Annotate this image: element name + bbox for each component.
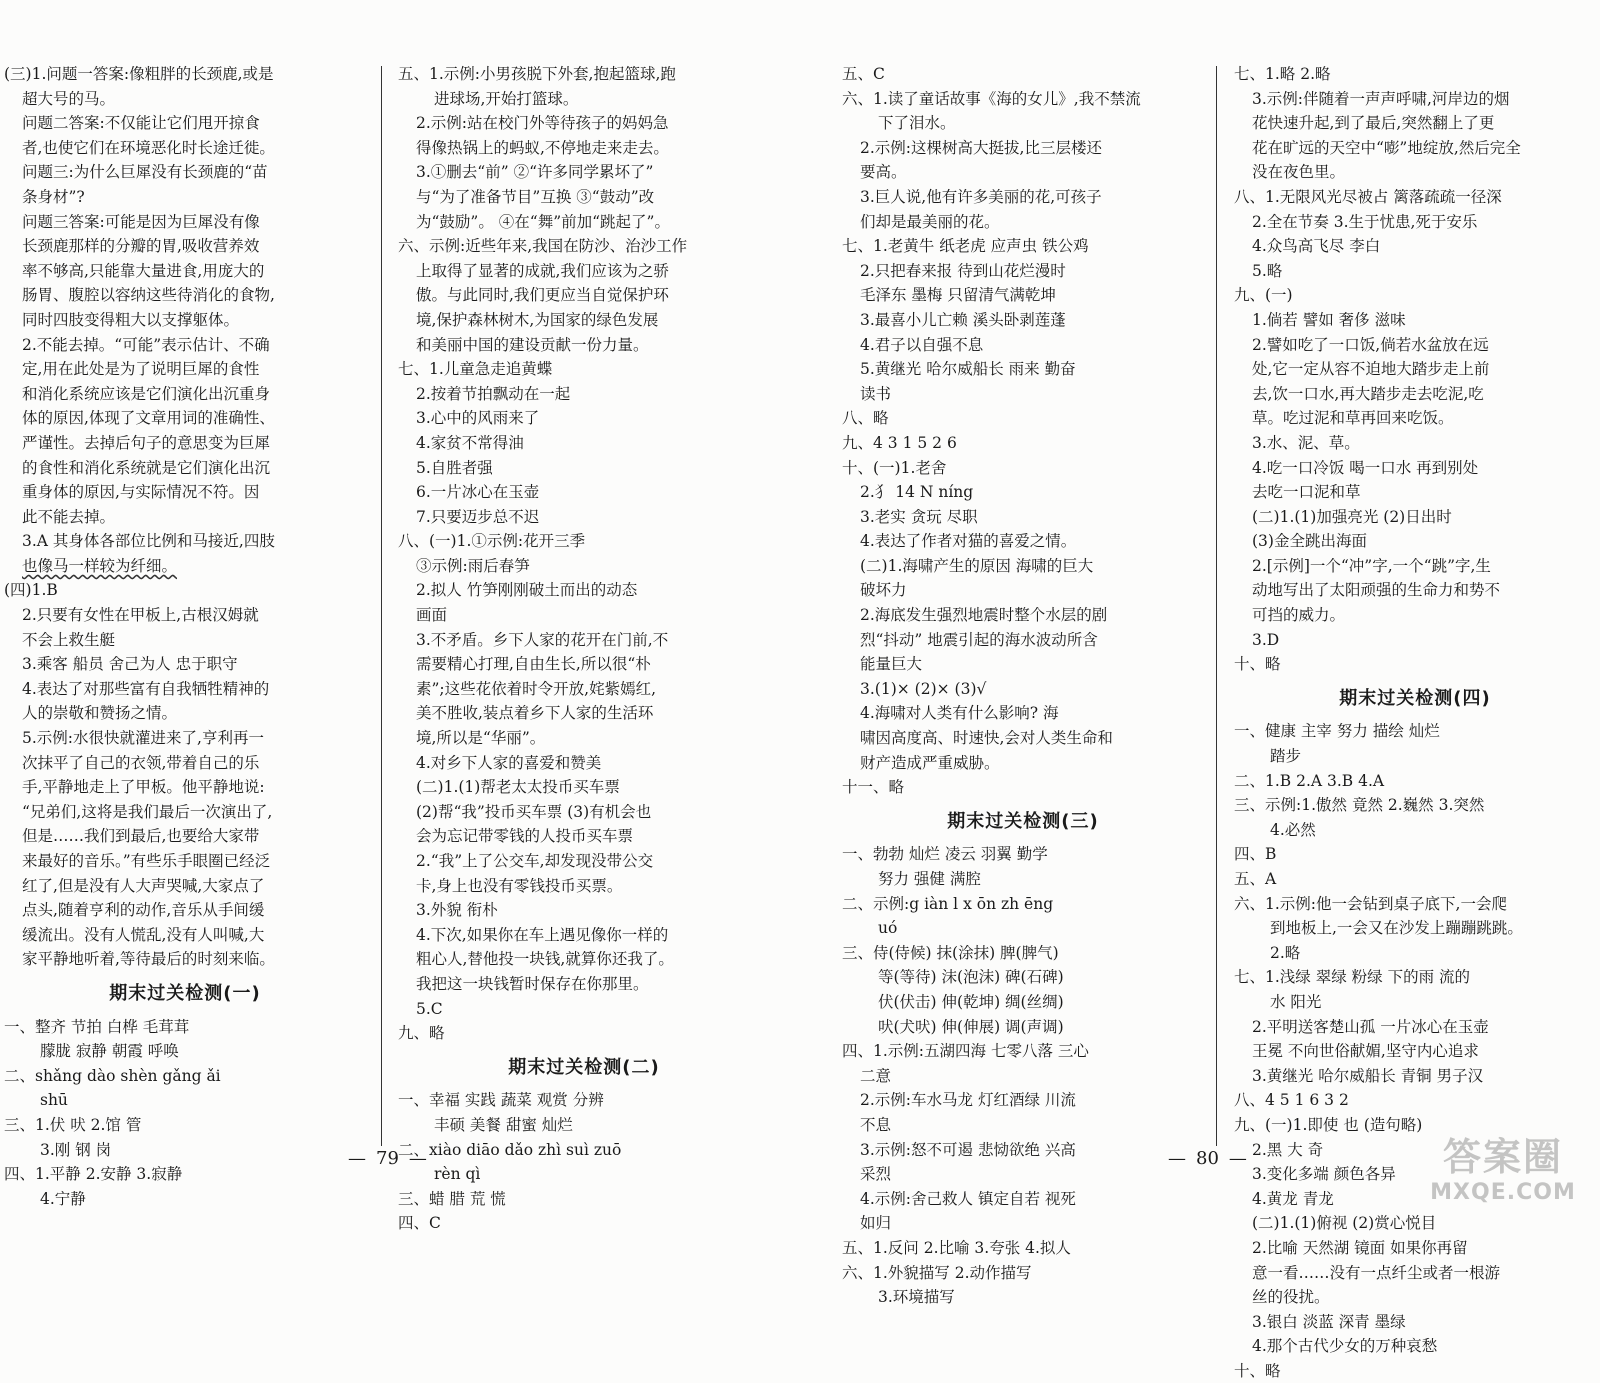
answer-line: 3.变化多端 颜色各异: [1252, 1165, 1396, 1184]
answer-line: 一、整齐 节拍 白桦 毛茸茸: [4, 1017, 190, 1036]
answer-line: 3.A 其身体各部位比例和马接近,四肢: [22, 532, 275, 551]
answer-line: 3.D: [1252, 630, 1280, 649]
answer-line: 重身体的原因,与实际情况不符。因: [22, 483, 260, 502]
answer-line: 4.黄龙 青龙: [1252, 1189, 1334, 1208]
answer-line: 吠(犬吠) 伸(伸展) 调(声调): [878, 1017, 1064, 1036]
answer-line: 王冕 不向世俗献媚,坚守内心追求: [1252, 1042, 1479, 1061]
answer-line: 四、B: [1234, 845, 1277, 864]
answer-line: 3.①删去“前” ②“许多同学累坏了”: [416, 163, 654, 182]
answer-line: 3.最喜小儿亡赖 溪头卧剥莲蓬: [860, 310, 1066, 329]
answer-line: 五、1.示例:小男孩脱下外套,抱起篮球,跑: [398, 65, 676, 83]
answer-line: 2.只要有女性在甲板上,古根汉姆就: [22, 606, 259, 625]
answer-line: 率不够高,只能靠大量进食,用庞大的: [22, 261, 265, 280]
answer-line: 此不能去掉。: [22, 507, 116, 526]
section-title: 期末过关检测(四): [1339, 687, 1491, 709]
answer-line: 一、幸福 实践 蔬菜 观赏 分辨: [398, 1091, 604, 1110]
answer-line: 点头,随着亨利的动作,音乐从手间缓: [22, 901, 265, 920]
watermark-url: MXQE.COM: [1430, 1180, 1576, 1205]
answer-line: 但是……我们到最后,也要给大家带: [22, 827, 260, 846]
answer-line: (2)帮“我”投币买车票 (3)有机会也: [416, 802, 652, 821]
answer-line: 下了泪水。: [878, 114, 956, 133]
answer-line: 3.(1)× (2)× (3)√: [860, 679, 987, 698]
answer-line: 财产造成严重威胁。: [860, 753, 1000, 772]
answer-line: 一、勃勃 灿烂 凌云 羽翼 勤学: [842, 845, 1048, 864]
answer-line: 美不胜收,装点着乡下人家的生活环: [416, 704, 654, 723]
answer-line: 2.全在节奏 3.生于忧患,死于安乐: [1252, 212, 1478, 231]
answer-line: 3.老实 贪玩 尽职: [860, 507, 978, 526]
answer-line: 问题三答案:可能是因为巨犀没有像: [22, 212, 260, 231]
answer-line: 踏步: [1270, 747, 1302, 766]
answer-line: 3.环境描写: [878, 1288, 955, 1307]
answer-line: 丝的役扰。: [1252, 1288, 1330, 1307]
watermark-text: 答案圈: [1442, 1135, 1563, 1179]
answer-line: 3.乘客 船员 舍己为人 忠于职守: [22, 655, 238, 674]
answer-line: 体的原因,体现了文章用词的准确性、: [22, 409, 275, 428]
answer-line: 家平静地听着,等待最后的时刻来临。: [22, 950, 275, 969]
answer-line: 2.平明送客楚山孤 一片冰心在玉壶: [1252, 1017, 1489, 1036]
answer-line: 严谨性。去掉后句子的意思变为巨犀: [22, 433, 271, 452]
answer-line: 十、略: [1234, 655, 1281, 674]
answer-line: 2.黑 大 奇: [1252, 1140, 1324, 1159]
answer-line: 4.吃一口冷饭 喝一口水 再到别处: [1252, 458, 1479, 477]
answer-line: 和美丽中国的建设贡献一份力量。: [416, 335, 649, 354]
answer-line: 不息: [860, 1115, 892, 1134]
answer-line: 花快速升起,到了最后,突然翻上了更: [1252, 114, 1495, 133]
answer-line: 3.银白 淡蓝 深青 墨绿: [1252, 1312, 1406, 1331]
answer-line: 可挡的威力。: [1252, 606, 1346, 625]
answer-line: 八、4 5 1 6 3 2: [1234, 1091, 1349, 1110]
answer-line: 4.下次,如果你在车上遇见像你一样的: [416, 925, 669, 944]
answer-line: 5.略: [1252, 261, 1283, 280]
answer-line: 等(等待) 沫(泡沫) 碑(石碑): [878, 968, 1064, 987]
answer-line: 4.示例:舍己救人 镇定自若 视死: [860, 1189, 1076, 1208]
answer-line: 缓流出。没有人慌乱,没有人叫喊,大: [22, 925, 265, 944]
answer-line: 肠胃、腹腔以容纳这些待消化的食物,: [22, 286, 275, 305]
answer-line: 八、略: [842, 409, 889, 428]
answer-line: 4.众鸟高飞尽 李白: [1252, 237, 1381, 256]
answer-line: 2.海底发生强烈地震时整个水层的剧: [860, 606, 1108, 625]
answer-line: rèn qì: [434, 1165, 481, 1184]
answer-line: 与“为了准备节目”互换 ③“鼓动”改: [416, 187, 655, 206]
answer-line: “兄弟们,这将是我们最后一次演出了,: [22, 802, 273, 821]
answer-line: 八、1.无限风光尽被占 篱落疏疏一径深: [1234, 187, 1502, 206]
answer-line: uó: [878, 919, 898, 938]
answer-line: (三)1.问题一答案:像粗胖的长颈鹿,或是: [4, 65, 274, 83]
answer-line: 问题三:为什么巨犀没有长颈鹿的“苗: [22, 163, 268, 182]
column-1: [4, 62, 366, 1211]
column-divider: [381, 66, 382, 1146]
answer-line: 采烈: [860, 1165, 892, 1184]
answer-line: 二、1.B 2.A 3.B 4.A: [1234, 771, 1385, 790]
answer-line: 3.外貌 衔朴: [416, 901, 498, 920]
answer-line: 七、1.儿童急走追黄蝶: [398, 360, 553, 379]
answer-line: 们却是最美丽的花。: [860, 212, 1000, 231]
answer-line: 不会上救生艇: [22, 630, 116, 649]
answer-line: 1.倘若 譬如 奢侈 滋味: [1252, 310, 1406, 329]
answer-line: (二)1.(1)加强亮光 (2)日出时: [1252, 507, 1452, 526]
answer-line: 如归: [860, 1214, 892, 1233]
answer-line: 朦胧 寂静 朝霞 呼唤: [40, 1042, 179, 1061]
answer-line: (四)1.B: [4, 581, 58, 600]
answer-line: 卡,身上也没有零钱投币买票。: [416, 876, 623, 895]
answer-line: 九、4 3 1 5 2 6: [842, 433, 957, 452]
answer-line: 定,用在此处是为了说明巨犀的食性: [22, 360, 260, 379]
answer-line: 去,饮一口水,再大踏步走去吃泥,吃: [1252, 384, 1484, 403]
answer-line: 八、(一)1.①示例:花开三季: [398, 532, 586, 551]
answer-line: 画面: [416, 606, 448, 625]
answer-line: 超大号的马。: [22, 89, 116, 108]
answer-line: 草。吃过泥和草再回来吃饭。: [1252, 409, 1454, 428]
section-title: 期末过关检测(三): [947, 810, 1099, 832]
answer-line: 五、C: [842, 65, 885, 83]
answer-line: 2.只把春来报 待到山花烂漫时: [860, 261, 1066, 280]
answer-line: 5.自胜者强: [416, 458, 493, 477]
answer-line: 九、略: [398, 1024, 445, 1043]
answer-line: 六、1.外貌描写 2.动作描写: [842, 1263, 1032, 1282]
answer-line: 四、1.示例:五湖四海 七零八落 三心: [842, 1042, 1089, 1061]
page-number-left: — 79 —: [338, 1148, 437, 1169]
answer-line: 2.示例:车水马龙 灯红酒绿 川流: [860, 1091, 1076, 1110]
answer-line: 二、示例:g iàn l x ōn zh ēng: [842, 894, 1054, 913]
answer-line: 四、1.平静 2.安静 3.寂静: [4, 1165, 183, 1184]
answer-line: 4.宁静: [40, 1189, 86, 1208]
answer-line: 3.刚 钢 岗: [40, 1140, 112, 1159]
answer-line: 十、(一)1.老舍: [842, 458, 947, 477]
answer-line: 的食性和消化系统就是它们演化出沉: [22, 458, 271, 477]
answer-line: 二、xiào diāo dǎo zhì suì zuō: [398, 1140, 622, 1159]
answer-line: 4.家贫不常得油: [416, 433, 524, 452]
answer-line: 2.拟人 竹笋刚刚破土而出的动态: [416, 581, 638, 600]
answer-line: 也像马一样较为纤细。: [22, 556, 178, 575]
answer-line: 读书: [860, 384, 892, 403]
answer-line: 2.示例:这棵树高大挺拔,比三层楼还: [860, 138, 1102, 157]
answer-line: 水 阳光: [1270, 992, 1322, 1011]
answer-line: 人的崇敬和赞扬之情。: [22, 704, 178, 723]
answer-line: 为“鼓励”。 ④在“舞”前加“跳起了”。: [416, 212, 670, 231]
column-2: [398, 62, 770, 1236]
answer-line: 一、健康 主宰 努力 描绘 灿烂: [1234, 722, 1440, 741]
answer-line: 毛泽东 墨梅 只留清气满乾坤: [860, 286, 1056, 305]
answer-line: 花在旷远的天空中“嘭”地绽放,然后完全: [1252, 138, 1521, 157]
answer-line: 2.示例:站在校门外等待孩子的妈妈急: [416, 114, 669, 133]
answer-line: 六、1.示例:他一会钻到桌子底下,一会爬: [1234, 894, 1507, 913]
answer-line: 7.只要迈步总不迟: [416, 507, 540, 526]
answer-line: 二意: [860, 1066, 892, 1085]
answer-line: 者,也使它们在环境恶化时长途迁徙。: [22, 138, 275, 157]
answer-line: 问题二答案:不仅能让它们甩开掠食: [22, 114, 260, 133]
answer-line: 来最好的音乐。”有些乐手眼圈已经泛: [22, 852, 271, 870]
answer-line: 条身材”?: [22, 187, 85, 206]
answer-line: 傲。与此同时,我们更应当自觉保护环: [416, 286, 669, 305]
answer-line: 4.表达了作者对猫的喜爱之情。: [860, 532, 1077, 551]
answer-line: 2.不能去掉。“可能”表示估计、不确: [22, 335, 270, 354]
answer-line: 境,保护森林树木,为国家的绿色发展: [416, 310, 659, 329]
answer-line: 动地写出了太阳顽强的生命力和势不: [1252, 581, 1501, 600]
answer-line: (二)1.(1)俯视 (2)赏心悦目: [1252, 1214, 1437, 1233]
answer-line: 三、1.伏 吠 2.馆 管: [4, 1115, 142, 1134]
answer-line: 九、(一)1.即使 也 (造句略): [1234, 1115, 1423, 1134]
answer-line: 长颈鹿那样的分瓣的胃,吸收营养效: [22, 237, 260, 256]
answer-line: (3)金全跳出海面: [1252, 532, 1367, 551]
answer-line: 会为忘记带零钱的人投币买车票: [416, 827, 634, 846]
answer-line: 2.略: [1270, 943, 1301, 962]
answer-line: 七、1.略 2.略: [1234, 65, 1331, 83]
answer-line: 四、C: [398, 1214, 441, 1233]
answer-line: 4.君子以自强不息: [860, 335, 984, 354]
answer-line: 六、1.读了童话故事《海的女儿》,我不禁流: [842, 89, 1141, 108]
answer-line: 伏(伏击) 伸(乾坤) 绸(丝绸): [878, 992, 1064, 1011]
answer-line: 七、1.浅绿 翠绿 粉绿 下的雨 流的: [1234, 968, 1470, 987]
answer-line: shū: [40, 1091, 68, 1110]
answer-line: 七、1.老黄牛 纸老虎 应声虫 铁公鸡: [842, 237, 1089, 256]
answer-line: 三、示例:1.傲然 竟然 2.巍然 3.突然: [1234, 796, 1485, 815]
answer-line: 2.按着节拍飘动在一起: [416, 384, 571, 403]
answer-line: 3.心中的风雨来了: [416, 409, 540, 428]
answer-line: 4.那个古代少女的万种哀愁: [1252, 1337, 1438, 1356]
answer-line: 到地板上,一会又在沙发上蹦蹦跳跳。: [1270, 919, 1523, 938]
answer-line: (二)1.(1)帮老太太投币买车票: [416, 778, 620, 797]
answer-line: 5.示例:水很快就灌进来了,亨利再一: [22, 729, 264, 748]
answer-line: 和消化系统应该是它们演化出沉重身: [22, 384, 271, 403]
answer-line: 意一看……没有一点纤尘或者一根游: [1252, 1263, 1501, 1282]
answer-line: 处,它一定从容不迫地大踏步走上前: [1252, 360, 1490, 379]
section-title: 期末过关检测(一): [109, 982, 261, 1004]
answer-line: 2.譬如吃了一口饭,倘若水盆放在远: [1252, 335, 1489, 354]
answer-line: 4.表达了对那些富有自我牺牲精神的: [22, 679, 270, 698]
answer-line: 手,平静地走上了甲板。他平静地说:: [22, 778, 265, 797]
answer-line: 3.不矛盾。乡下人家的花开在门前,不: [416, 630, 669, 649]
answer-line: 上取得了显著的成就,我们应该为之骄: [416, 261, 669, 280]
answer-line: 4.对乡下人家的喜爱和赞美: [416, 753, 602, 772]
answer-line: 3.水、泥、草。: [1252, 433, 1360, 452]
answer-line: 十一、略: [842, 778, 905, 797]
answer-line: 次抹平了自己的衣领,带着自己的乐: [22, 753, 260, 772]
answer-line: 需要精心打理,自由生长,所以很“朴: [416, 655, 651, 674]
answer-line: 得像热锅上的蚂蚁,不停地走来走去。: [416, 138, 669, 157]
answer-line: 3.示例:怒不可遏 悲恸欲绝 兴高: [860, 1140, 1076, 1159]
answer-line: 2.犭 14 N níng: [860, 483, 974, 502]
answer-line: 能量巨大: [860, 655, 923, 674]
section-title: 期末过关检测(二): [508, 1056, 660, 1078]
answer-line: 境,所以是“华丽”。: [416, 729, 546, 748]
answer-line: 3.黄继光 哈尔威船长 青铜 男子汉: [1252, 1066, 1484, 1085]
answer-line: 五、1.反问 2.比喻 3.夸张 4.拟人: [842, 1238, 1071, 1257]
answer-line: 红了,但是没有人大声哭喊,大家点了: [22, 876, 265, 895]
answer-line: ③示例:雨后春笋: [416, 556, 530, 575]
answer-line: 进球场,开始打篮球。: [434, 89, 579, 108]
answer-line: 三、蜡 腊 荒 慌: [398, 1189, 506, 1208]
answer-line: 5.C: [416, 999, 443, 1018]
page-number-right: — 80 —: [1158, 1148, 1257, 1169]
answer-line: 4.海啸对人类有什么影响? 海: [860, 704, 1059, 723]
answer-line: 九、(一): [1234, 286, 1293, 305]
column-divider: [1216, 66, 1217, 1146]
answer-line: 4.必然: [1270, 820, 1316, 839]
answer-line: 我把这一块钱暂时保存在你那里。: [416, 974, 649, 993]
answer-line: 2.“我”上了公交车,却发现没带公交: [416, 852, 654, 870]
answer-line: 去吃一口泥和草: [1252, 483, 1361, 502]
answer-line: 素”;这些花依着时令开放,姹紫嫣红,: [416, 679, 657, 698]
answer-line: 破坏力: [860, 581, 907, 600]
answer-line: 六、示例:近些年来,我国在防沙、治沙工作: [398, 237, 688, 256]
column-3: [842, 62, 1204, 1310]
answer-line: 五、A: [1234, 870, 1277, 888]
answer-line: 粗心人,替他投一块钱,就算你还我了。: [416, 950, 674, 969]
answer-line: 3.巨人说,他有许多美丽的花,可孩子: [860, 187, 1102, 206]
answer-line: 没在夜色里。: [1252, 163, 1346, 182]
answer-line: 3.示例:伴随着一声声呼啸,河岸边的烟: [1252, 89, 1510, 108]
answer-line: 要高。: [860, 163, 907, 182]
answer-line: 努力 强健 满腔: [878, 870, 981, 888]
answer-line: 同时四肢变得粗大以支撑躯体。: [22, 310, 240, 329]
answer-line: 二、shǎng dào shèn gǎng ǎi: [4, 1066, 221, 1085]
answer-line: 烈“抖动” 地震引起的海水波动所含: [860, 630, 1098, 649]
watermark-logo: [1428, 1134, 1578, 1220]
answer-line: 2.比喻 天然湖 镜面 如果你再留: [1252, 1238, 1468, 1257]
answer-line: (二)1.海啸产生的原因 海啸的巨大: [860, 556, 1094, 575]
answer-line: 5.黄继光 哈尔威船长 雨来 勤奋: [860, 360, 1076, 379]
answer-line: 啸因高度高、时速快,会对人类生命和: [860, 729, 1113, 748]
answer-line: 2.[示例]一个“冲”字,一个“跳”字,生: [1252, 556, 1491, 575]
answer-line: 十、略: [1234, 1361, 1281, 1380]
answer-line: 三、侍(侍候) 抹(涂抹) 脾(脾气): [842, 943, 1059, 962]
answer-line: 丰硕 美餐 甜蜜 灿烂: [434, 1115, 573, 1134]
answer-line: 6.一片冰心在玉壶: [416, 483, 540, 502]
